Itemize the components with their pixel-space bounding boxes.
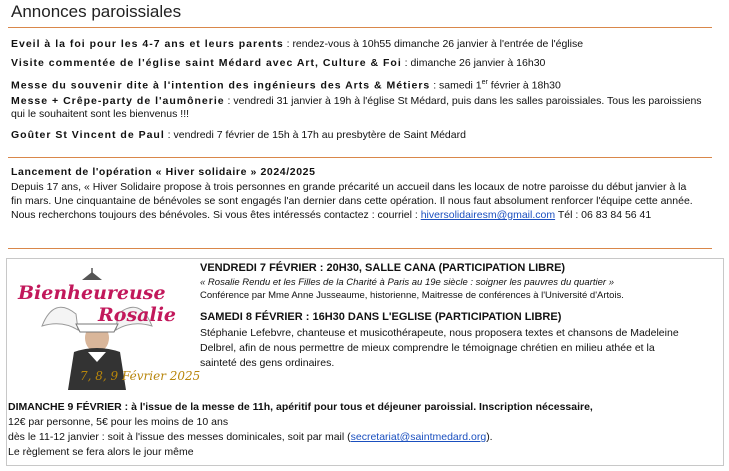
announcement-text: vendredi 31 janvier à 19h à l'église St Médard, puis dans les salles paroissiales. Tous les paroissiens qui le souhaitent sont les bienvenus !!! [11,95,702,120]
event-samedi-line-1: Stéphanie Lefebvre, chanteuse et musicothérapeute, nous proposera textes et chansons de Madeleine [200,327,679,339]
title-divider [8,27,712,28]
announcement-messe-souvenir: Messe du souvenir dite à l'intention des ingénieurs des Arts & Métiers : samedi 1er février à 18h30 [11,79,561,92]
announcement-text: rendez-vous à 10h55 dimanche 26 janvier à l'entrée de l'église [292,38,584,50]
hiver-line-1: Depuis 17 ans, « Hiver Solidaire propose à trois personnes en grande précarité un accueil dans les locaux de notre paroisse du début janvier à la [11,181,687,193]
event-dimanche-title: DIMANCHE 9 FÉVRIER : à l'issue de la messe de 11h, apéritif pour tous et déjeuner paroissial. Inscription nécessaire, [8,401,593,413]
event-vendredi-title: VENDREDI 7 FÉVRIER : 20H30, SALLE CANA (PARTICIPATION LIBRE) [200,262,566,274]
page-title: Annonces paroissiales [11,2,182,21]
event-dimanche-line-1: 12€ par personne, 5€ pour les moins de 10 ans [8,416,229,428]
event-vendredi-quote: « Rosalie Rendu et les Filles de la Charité à Paris au 19e siècle : soigner les pauvres du quartier » [200,277,615,288]
announcement-crepe-party: Messe + Crêpe-party de l'aumônerie : vendredi 31 janvier à 19h à l'église St Médard, puis dans les salles paroissiales. Tous les paroissiens qui le souhaitent sont les bienvenus !!! [11,95,702,120]
section-divider-2 [8,248,712,249]
announcement-lead: Eveil à la foi pour les 4-7 ans et leurs parents [11,38,284,50]
section-divider [8,157,712,158]
hiver-email-link[interactable]: hiversolidairesm@gmail.com [420,209,556,221]
secretariat-email-link[interactable]: secretariat@saintmedard.org [350,431,487,443]
logo-dates: 7, 8, 9 Février 2025 [80,369,201,383]
announcement-lead: Visite commentée de l'église saint Médard avec Art, Culture & Foi [11,57,402,69]
event-samedi-line-2: Delbrel, afin de nous permettre de mieux comprendre le témoignage chrétien en milieu athée et la [200,342,655,354]
event-samedi-line-3: sainteté des gens ordinaires. [200,357,335,369]
announcement-visite: Visite commentée de l'église saint Médard avec Art, Culture & Foi : dimanche 26 janvier à 16h30 [11,57,546,69]
rosalie-logo [14,268,201,398]
event-dimanche-line-3: Le règlement se fera alors le jour même [8,446,194,458]
announcement-text: vendredi 7 février de 15h à 17h au presbytère de Saint Médard [173,129,466,141]
hiver-heading: Lancement de l'opération « Hiver solidaire » 2024/2025 [11,166,316,178]
announcement-lead: Messe du souvenir dite à l'intention des ingénieurs des Arts & Métiers [11,79,431,92]
announcement-lead: Goûter St Vincent de Paul [11,129,165,141]
announcement-eveil: Eveil à la foi pour les 4-7 ans et leurs parents : rendez-vous à 10h55 dimanche 26 janvier à l'entrée de l'église [11,38,584,50]
event-samedi-title: SAMEDI 8 FÉVRIER : 16H30 DANS L'EGLISE (PARTICIPATION LIBRE) [200,311,562,323]
announcement-lead: Messe + Crêpe-party de l'aumônerie [11,95,225,107]
logo-title-1: Bienheureuse [18,282,166,304]
event-vendredi-desc: Conférence par Mme Anne Jusseaume, historienne, Maitresse de conférences à l'Université d'Artois. [200,290,624,301]
announcement-gouter: Goûter St Vincent de Paul : vendredi 7 février de 15h à 17h au presbytère de Saint Médard [11,129,466,141]
hiver-line-3: Nous recherchons toujours des bénévoles. Si vous êtes intéressés contactez : courriel : hiversolidairesm@gmail.com Tél : 06 83 84 56 41 [11,209,652,221]
hiver-line-2: fin mars. Une cinquantaine de bénévoles se sont engagés l'an dernier dans cette opération. Il nous faut absolument renforcer l'équipe cette année. [11,195,693,207]
announcement-text: dimanche 26 janvier à 16h30 [410,57,546,69]
event-dimanche-line-2: dès le 11-12 janvier : soit à l'issue des messes dominicales, soit par mail (secretariat@saintmedard.org). [8,431,493,443]
logo-title-2: Rosalie [98,304,176,326]
